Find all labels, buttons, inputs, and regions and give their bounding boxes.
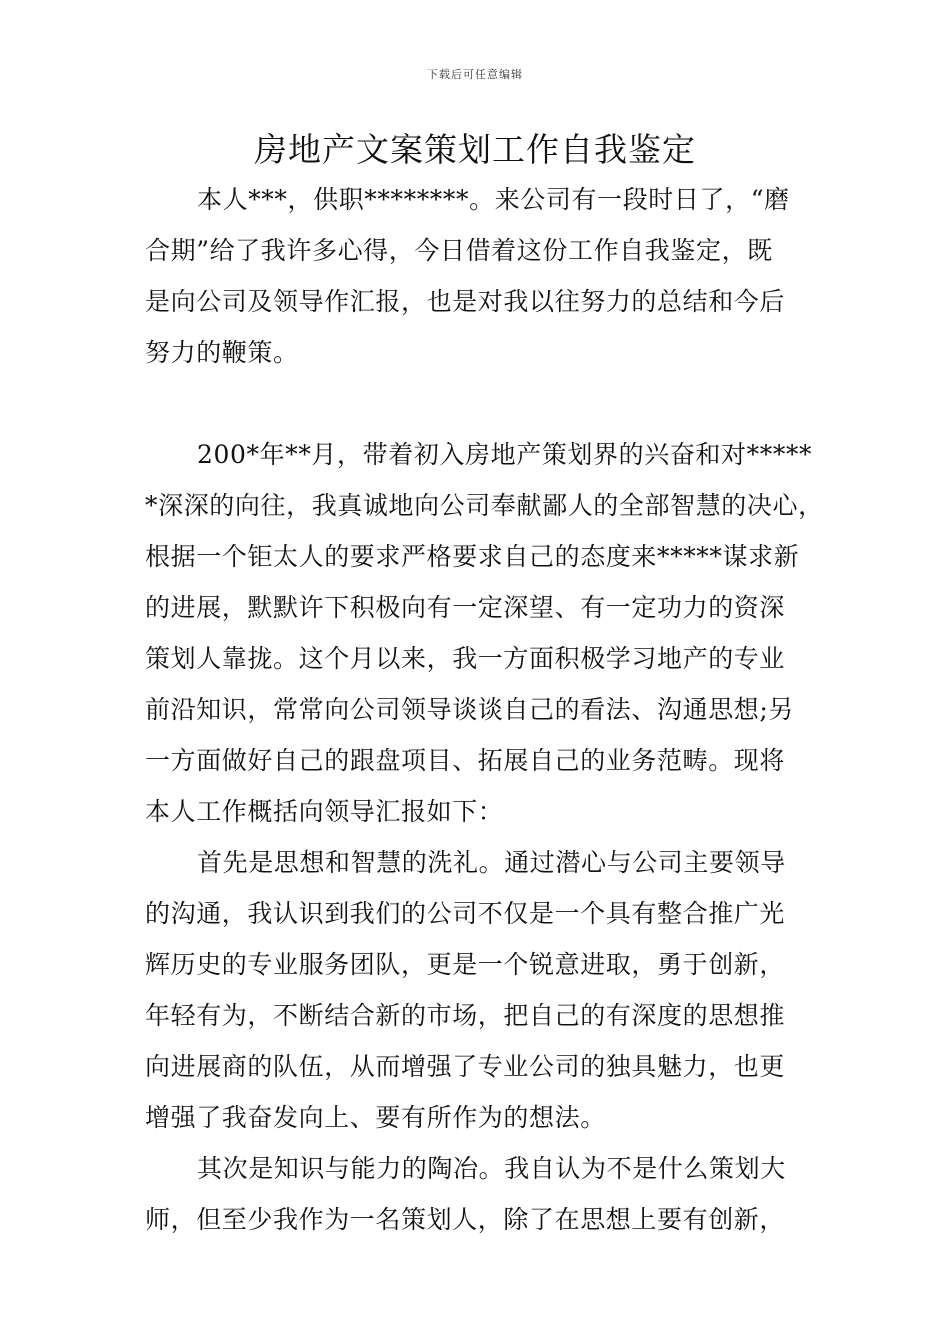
blank-line [145, 378, 825, 429]
paragraph-line: 前沿知识，常常向公司领导谈谈自己的看法、沟通思想;另 [145, 695, 795, 724]
paragraph-line: *深深的向往，我真诚地向公司奉献鄙人的全部智慧的决心， [145, 491, 824, 520]
paragraph-line: 向进展商的队伍，从而增强了专业公司的独具魅力，也更 [145, 1052, 786, 1081]
paragraph-line: 是向公司及领导作汇报，也是对我以往努力的总结和今后 [145, 287, 786, 316]
paragraph-line: 策划人靠拢。这个月以来，我一方面积极学习地产的专业 [145, 644, 786, 673]
paragraph-background [145, 429, 825, 837]
paragraph-second-point [145, 1143, 825, 1245]
paragraph-line: 其次是知识与能力的陶冶。我自认为不是什么策划大 [197, 1154, 786, 1183]
document-body [145, 174, 825, 1245]
paragraph-line: 的进展，默默许下积极向有一定深望、有一定功力的资深 [145, 593, 786, 622]
paragraph-line: 本人工作概括向领导汇报如下： [145, 797, 504, 826]
paragraph-first-point [145, 837, 825, 1143]
paragraph-line: 根据一个钜太人的要求严格要求自己的态度来*****谋求新 [145, 542, 800, 571]
paragraph-line: 辉历史的专业服务团队，更是一个锐意进取，勇于创新， [145, 950, 786, 979]
paragraph-intro [145, 174, 825, 378]
paragraph-line: 增强了我奋发向上、要有所作为的想法。 [145, 1103, 606, 1132]
paragraph-line: 年轻有为，不断结合新的市场，把自己的有深度的思想推 [145, 1001, 786, 1030]
paragraph-line: 努力的鞭策。 [145, 338, 299, 367]
paragraph-line: 200*年**月，带着初入房地产策划界的兴奋和对***** [197, 440, 813, 469]
paragraph-line: 本人***，供职********。来公司有一段时日了，“磨 [197, 185, 790, 214]
paragraph-line: 首先是思想和智慧的洗礼。通过潜心与公司主要领导 [197, 848, 786, 877]
header-note: 下载后可任意编辑 [427, 68, 523, 81]
document-title: 房地产文案策划工作自我鉴定 [254, 130, 696, 169]
paragraph-line: 师，但至少我作为一名策划人，除了在思想上要有创新， [145, 1205, 786, 1234]
paragraph-line: 的沟通，我认识到我们的公司不仅是一个具有整合推广光 [145, 899, 786, 928]
paragraph-line: 合期”给了我许多心得，今日借着这份工作自我鉴定，既 [145, 236, 773, 265]
paragraph-line: 一方面做好自己的跟盘项目、拓展自己的业务范畴。现将 [145, 746, 786, 775]
